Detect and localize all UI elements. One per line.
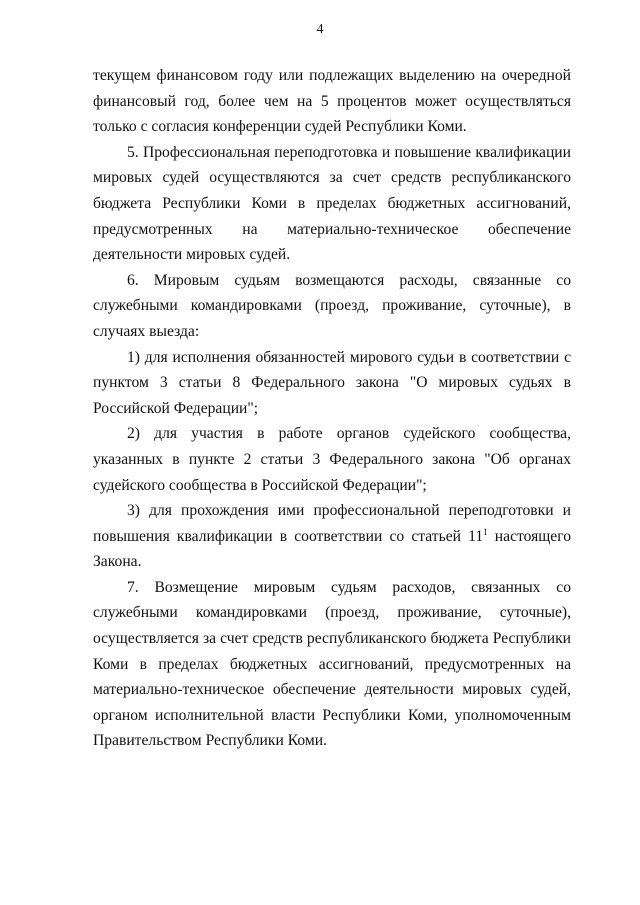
paragraph-7: 7. Возмещение мировым судьям расходов, связанных со служебными командировками (проезд, проживание, суточные), осуществляется за счет средств республиканского бюджета Республики Коми в пределах бюджетных ассигнований, предусмотренных на материально-техническое обеспечение деятельности мировых судей, органом исполнительной власти Республики Коми, уполномоченным Правительством Республики Коми. [93, 578, 571, 750]
subitem-1: 1) для исполнения обязанностей мирового судьи в соответствии с пунктом 3 статьи 8 Федерального закона "О мировых судьях в Российской Федерации"; [93, 348, 571, 417]
article-superscript: 1 [483, 526, 488, 537]
document-body [93, 63, 571, 754]
subitem-3-text: 3) для прохождения ими профессиональной переподготовки и повышения квалификации в соответствии со статьей 11 [93, 502, 571, 545]
page-number: 4 [316, 22, 324, 37]
paragraph-5: 5. Профессиональная переподготовка и повышение квалификации мировых судей осуществляются за счет средств республиканского бюджета Республики Коми в пределах бюджетных ассигнований, предусмотренных на материально-техническое обеспечение деятельности мировых судей. [93, 143, 571, 264]
subitem-3-tail: настоящего Закона. [93, 527, 572, 571]
paragraph-continuation: текущем финансовом году или подлежащих выделению на очередной финансовый год, более чем на 5 процентов может осуществляться только с согласия конференции судей Республики Коми. [93, 67, 571, 136]
paragraph-6: 6. Мировым судьям возмещаются расходы, связанные со служебными командировками (проезд, проживание, суточные), в случаях выезда: [93, 271, 571, 340]
subitem-2: 2) для участия в работе органов судейского сообщества, указанных в пункте 2 статьи 3 Федерального закона "Об органах судейского сообщества в Российской Федерации"; [93, 425, 571, 494]
subitem-3 [93, 498, 571, 575]
